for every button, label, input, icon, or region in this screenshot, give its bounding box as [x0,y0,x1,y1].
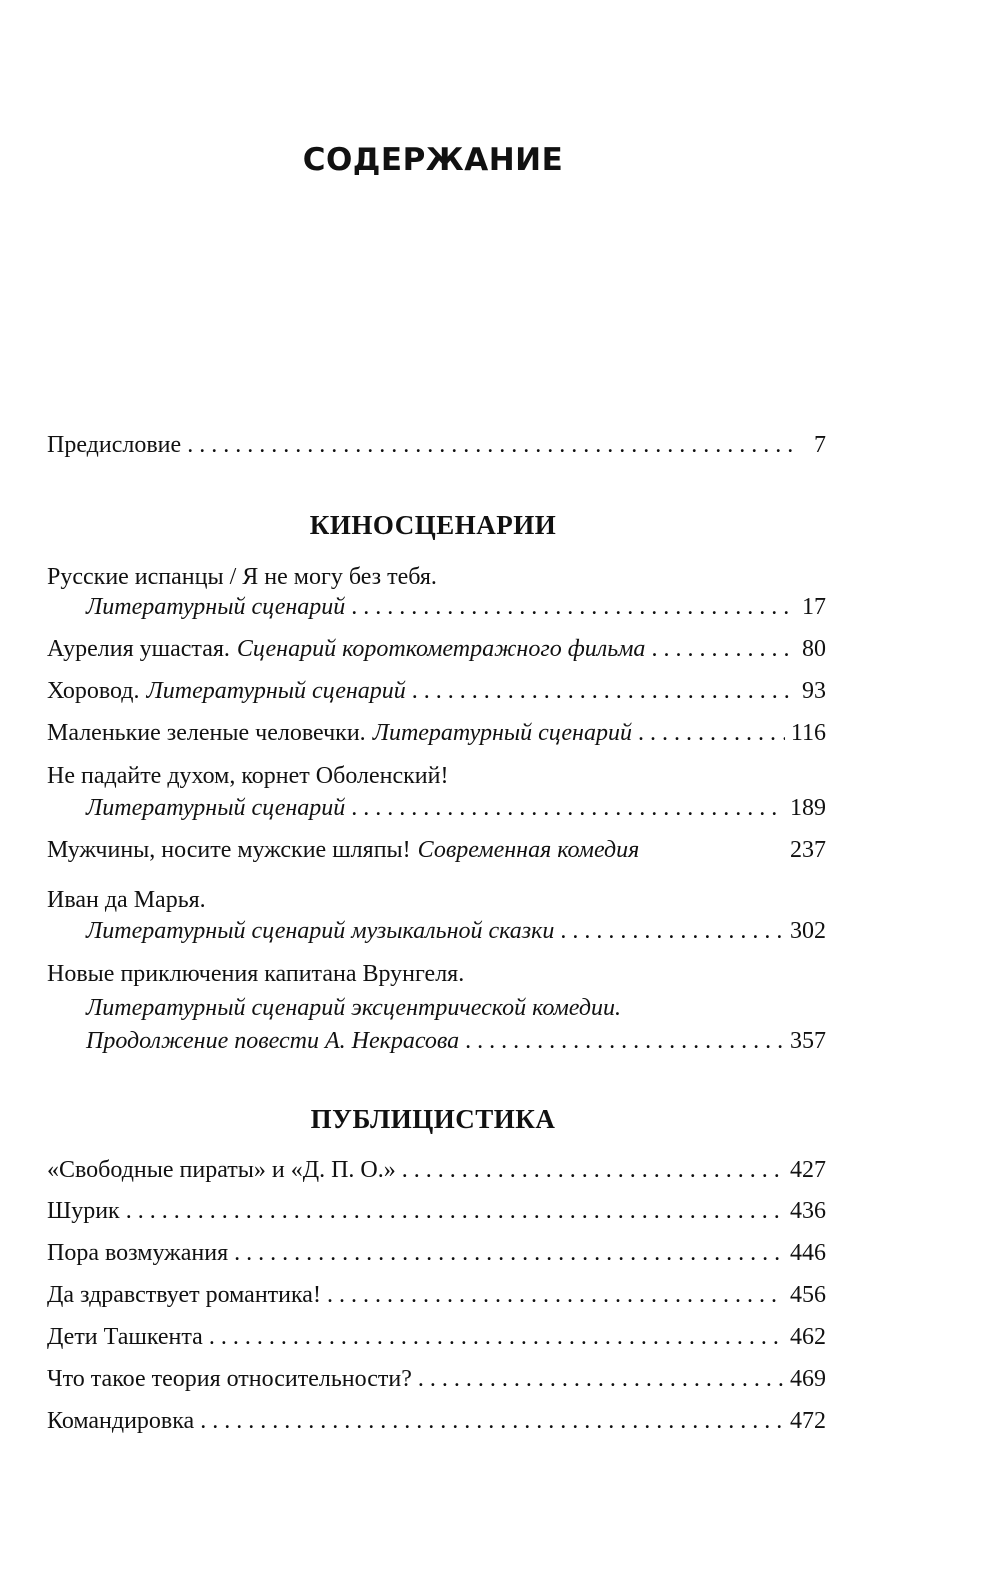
toc-entry[interactable] [47,1154,826,1186]
entry-title: Пора возмужания [47,1240,229,1266]
page-number: 17 [802,594,826,620]
toc-entry-cont [86,992,826,1024]
entry-title: Не падайте духом, корнет Оболенский! [47,763,449,789]
leader-dots [651,633,796,665]
entry-title: Предисловие [47,432,182,458]
leader-dots [418,1363,784,1395]
leader-dots [351,792,784,824]
toc-entry[interactable] [47,1195,826,1227]
page-number: 462 [790,1324,826,1350]
leader-dots [560,915,784,947]
leader-dots [187,429,800,461]
entry-subtitle: Литературный сценарий эксцентрической комедии. [86,995,621,1021]
entry-subtitle: Литературный сценарий [86,594,346,620]
page-number: 80 [802,636,826,662]
toc-entry-cont[interactable] [86,915,826,947]
entry-title: Хоровод. [47,678,140,704]
page-number: 436 [790,1198,826,1224]
toc-entry[interactable] [47,633,826,665]
toc-entry[interactable] [47,1279,826,1311]
leader-dots [412,675,796,707]
section-heading-journalism: ПУБЛИЦИСТИКА [310,1104,556,1134]
toc-entry[interactable] [47,1321,826,1353]
page-number: 302 [790,918,826,944]
entry-title: «Свободные пираты» и «Д. П. О.» [47,1157,396,1183]
page-number: 469 [790,1366,826,1392]
page-number: 427 [790,1157,826,1183]
entry-title: Да здравствует романтика! [47,1282,321,1308]
toc-entry[interactable] [47,717,826,749]
page-number: 472 [790,1408,826,1434]
entry-title: Аурелия ушастая. [47,636,230,662]
page-number: 446 [790,1240,826,1266]
entry-title: Шурик [47,1198,120,1224]
entry-title: Что такое теория относительности? [47,1366,412,1392]
entry-title: Иван да Марья. [47,887,206,913]
leader-dots [402,1154,784,1186]
toc-entry[interactable] [47,1405,826,1437]
entry-title: Маленькие зеленые человечки. [47,720,366,746]
page-number: 7 [814,432,826,458]
entry-subtitle: Литературный сценарий [86,795,346,821]
section-heading-screenplays: КИНОСЦЕНАРИИ [309,510,557,540]
entry-subtitle: Современная комедия [417,837,640,863]
entry-subtitle: Сценарий короткометражного фильма [236,636,646,662]
entry-title: Мужчины, носите мужские шляпы! [47,837,411,863]
toc-entry[interactable] [47,1363,826,1395]
page-number: 357 [790,1028,826,1054]
entry-title: Русские испанцы / Я не могу без тебя. [47,564,437,590]
toc-entry-cont[interactable] [86,591,826,623]
toc-entry-cont[interactable] [86,792,826,824]
entry-title: Командировка [47,1408,195,1434]
leader-dots [351,591,796,623]
toc-entry[interactable] [47,675,826,707]
entry-subtitle: Литературный сценарий [372,720,632,746]
toc-entry-cont[interactable] [86,1025,826,1057]
toc-entry[interactable] [47,958,826,990]
toc-entry[interactable] [47,834,826,866]
leader-dots [200,1405,784,1437]
entry-subtitle-2: Продолжение повести А. Некрасова [86,1028,460,1054]
entry-title: Дети Ташкента [47,1324,203,1350]
page-number: 116 [790,720,826,746]
entry-subtitle: Литературный сценарий [146,678,406,704]
leader-dots [209,1321,784,1353]
entry-title: Новые приключения капитана Врунгеля. [47,961,465,987]
toc-entry[interactable] [47,561,826,593]
toc-entry[interactable] [47,760,826,792]
page-number: 189 [790,795,826,821]
toc-entry-preface[interactable] [47,429,826,461]
page-title: СОДЕРЖАНИЕ [302,142,564,178]
leader-dots [327,1279,784,1311]
toc-entry[interactable] [47,884,826,916]
leader-dots [234,1237,784,1269]
leader-dots [638,717,785,749]
entry-subtitle: Литературный сценарий музыкальной сказки [86,918,555,944]
leader-dots [465,1025,784,1057]
page-number: 456 [790,1282,826,1308]
page-number: 237 [790,837,826,863]
page-number: 93 [802,678,826,704]
toc-entry[interactable] [47,1237,826,1269]
leader-dots [126,1195,784,1227]
